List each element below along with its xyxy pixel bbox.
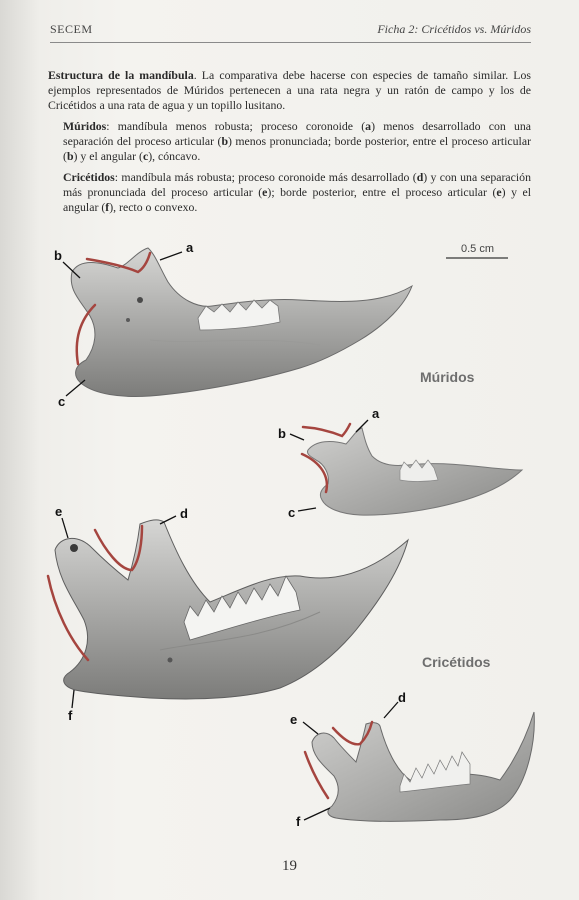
label-murid2-c: c	[288, 505, 296, 520]
murid2-notch-curve	[303, 424, 350, 436]
cricetid-mandible-large	[55, 520, 408, 699]
header-publisher: SECEM	[50, 22, 93, 36]
label-cricetid2-d: d	[398, 690, 406, 705]
murid-mandible-large	[71, 248, 412, 397]
label-cricetid2-f: f	[296, 814, 301, 829]
header-chapter: Ficha 2: Cricétidos vs. Múridos	[377, 22, 531, 36]
section-heading: Estructura de la mandíbula	[48, 68, 194, 82]
label-cricetid1-e: e	[55, 504, 63, 519]
muridos-term: Múridos	[63, 119, 107, 133]
page-number: 19	[282, 858, 297, 874]
cricetidos-paragraph: Cricétidos: mandíbula más robusta; proceso coronoide más desarrollado (d) y con una separación más pronunciada del proceso articular (e); borde posterior, entre el proceso articular (e) y el angular (f), recto o convexo.	[63, 170, 531, 214]
scale-label: 0.5 cm	[461, 243, 495, 255]
cricetid-mandible-small	[312, 712, 534, 821]
label-cricetid1-f: f	[68, 708, 73, 723]
intro-paragraph: Estructura de la mandíbula. La comparativa debe hacerse con especies de tamaño similar. Los ejemplos representados de Múridos pertenecen a una rata negra y un ratón de campo y los de Cricétidos a una rata de agua y un topillo lusitano.	[48, 68, 532, 112]
murid-mandible-small	[307, 428, 522, 515]
label-murid2-a: a	[372, 406, 380, 421]
cricetidos-term: Cricétidos	[63, 170, 115, 184]
label-murid1-b: b	[54, 248, 62, 263]
group-label-cricetidos: Cricétidos	[422, 654, 491, 670]
group-label-muridos: Múridos	[420, 369, 475, 385]
label-murid1-a: a	[186, 240, 194, 255]
muridos-paragraph: Múridos: mandíbula menos robusta; proceso coronoide (a) menos desarrollado con una separación del proceso articular (b) menos pronunciada; borde posterior, entre el proceso articular (b) y el angular (c), cóncavo.	[63, 119, 531, 163]
label-cricetid1-d: d	[180, 506, 188, 521]
label-murid1-c: c	[58, 394, 66, 409]
label-cricetid2-e: e	[290, 712, 298, 727]
label-murid2-b: b	[278, 426, 286, 441]
